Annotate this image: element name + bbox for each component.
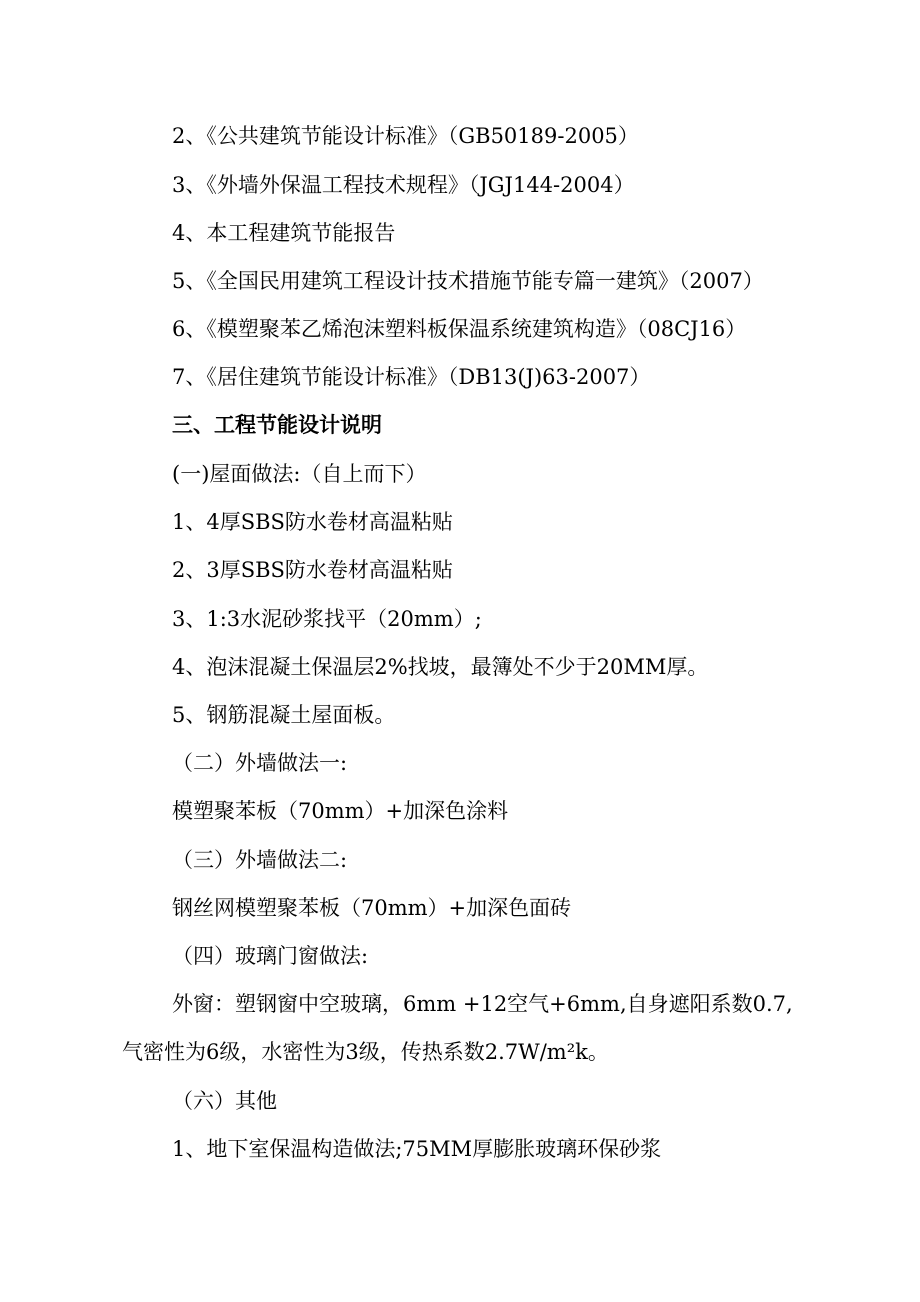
wall-two-text: 钢丝网模塑聚苯板（70mm）+加深色面砖 xyxy=(172,896,572,920)
other-item-1: 1、地下室保温构造做法;75MM厚膨胀玻璃环保砂浆 xyxy=(172,1137,662,1161)
roof-item-3: 3、1:3水泥砂浆找平（20mm）; xyxy=(172,607,482,631)
windows-line-2: 气密性为6级，水密性为3级，传热系数2.7W/m²k。 xyxy=(122,1040,609,1064)
roof-item-4: 4、泡沫混凝土保温层2%找坡，最簿处不少于20MM厚。 xyxy=(172,655,709,679)
roof-title: (一)屋面做法:（自上而下） xyxy=(172,462,427,486)
standard-item-5: 5、《全国民用建筑工程设计技术措施节能专篇一建筑》（2007） xyxy=(172,269,764,293)
standard-item-2: 2、《公共建筑节能设计标准》（GB50189-2005） xyxy=(172,124,639,148)
other-title: （六）其他 xyxy=(172,1089,277,1113)
wall-two-title: （三）外墙做法二: xyxy=(172,848,348,872)
wall-one-text: 模塑聚苯板（70mm）+加深色涂料 xyxy=(172,799,509,823)
standard-item-4: 4、本工程建筑节能报告 xyxy=(172,221,396,245)
wall-one-title: （二）外墙做法一: xyxy=(172,751,348,775)
section-heading: 三、工程节能设计说明 xyxy=(172,412,382,437)
standard-item-3: 3、《外墙外保温工程技术规程》（JGJ144-2004） xyxy=(172,173,635,197)
windows-line-1: 外窗：塑钢窗中空玻璃，6mm +12空气+6mm,自身遮阳系数0.7, xyxy=(172,992,793,1016)
roof-item-1: 1、4厚SBS防水卷材高温粘贴 xyxy=(172,510,453,534)
windows-title: （四）玻璃门窗做法: xyxy=(172,944,369,968)
standard-item-7: 7、《居住建筑节能设计标准》（DB13(J)63-2007） xyxy=(172,365,651,389)
roof-item-5: 5、钢筋混凝土屋面板。 xyxy=(172,703,396,727)
roof-item-2: 2、3厚SBS防水卷材高温粘贴 xyxy=(172,558,453,582)
standard-item-6: 6、《模塑聚苯乙烯泡沫塑料板保温系统建筑构造》（08CJ16） xyxy=(172,317,747,341)
